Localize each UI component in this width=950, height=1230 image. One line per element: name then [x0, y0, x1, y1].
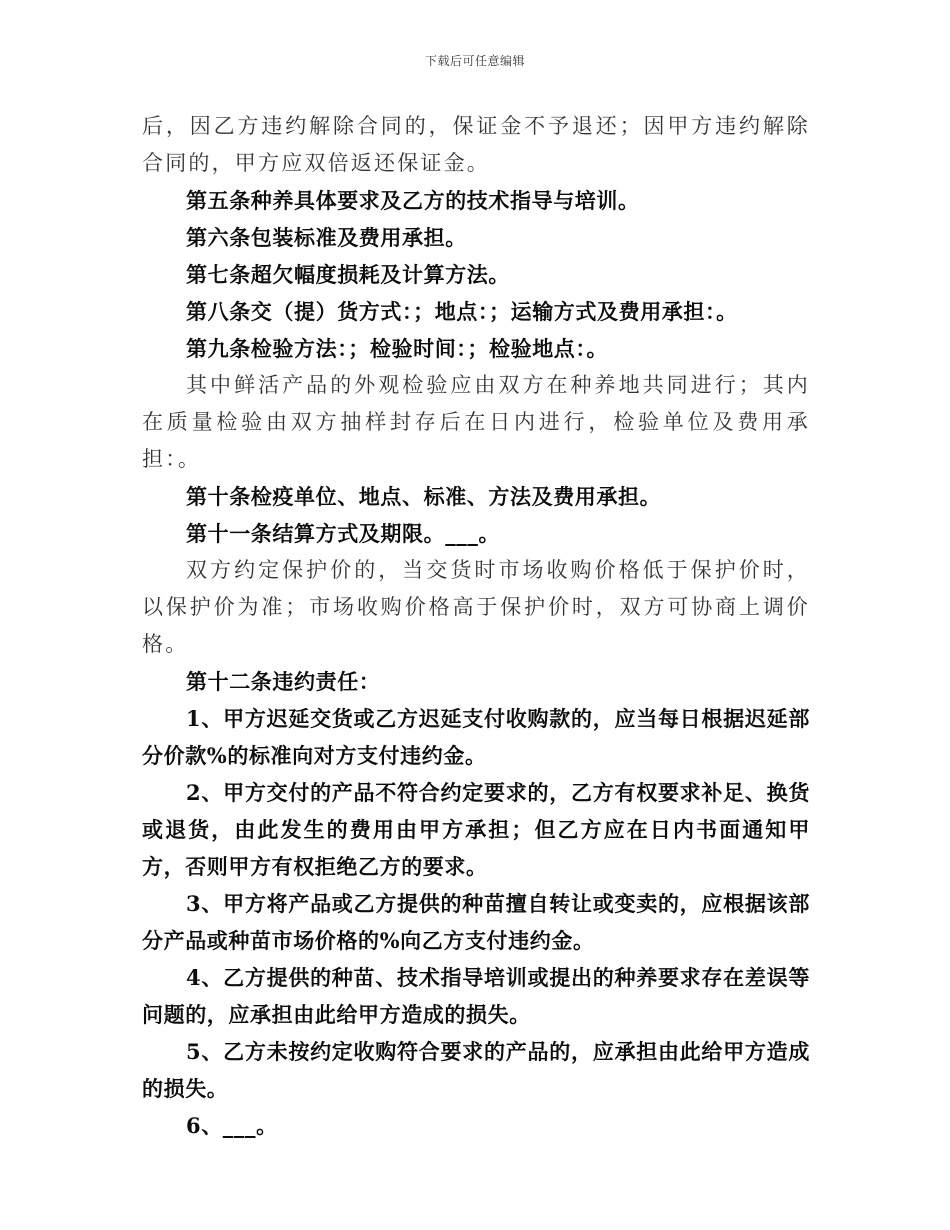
article-10: 第十条检疫单位、地点、标准、方法及费用承担。	[186, 484, 662, 509]
article-11: 第十一条结算方式及期限。___。	[186, 521, 501, 546]
paragraph-deposit-return: 后，因乙方违约解除合同的，保证金不予退还；因甲方违约解除合同的，甲方应双倍返还保证金。	[142, 114, 810, 175]
article-12: 第十二条违约责任：	[186, 669, 381, 694]
paragraph-protection-price: 双方约定保护价的，当交货时市场收购价格低于保护价时，以保护价为准；市场收购价格高于保护价时，双方可协商上调价格。	[142, 558, 810, 656]
liability-item-4: 4、乙方提供的种苗、技术指导培训或提出的种养要求存在差误等问题的，应承担由此给甲方造成的损失。	[142, 965, 810, 1027]
article-9: 第九条检验方法：；检验时间：；检验地点：。	[186, 336, 609, 361]
liability-item-5: 5、乙方未按约定收购符合要求的产品的，应承担由此给甲方造成的损失。	[142, 1039, 810, 1101]
document-body	[142, 108, 810, 1144]
liability-item-1: 1、甲方迟延交货或乙方迟延支付收购款的，应当每日根据迟延部分价款%的标准向对方支付违约金。	[142, 706, 810, 768]
liability-item-2: 2、甲方交付的产品不符合约定要求的，乙方有权要求补足、换货或退货，由此发生的费用由甲方承担；但乙方应在日内书面通知甲方，否则甲方有权拒绝乙方的要求。	[142, 780, 810, 879]
article-7: 第七条超欠幅度损耗及计算方法。	[186, 262, 510, 287]
liability-item-6: 6、___。	[186, 1113, 278, 1138]
article-8: 第八条交（提）货方式：；地点：；运输方式及费用承担：。	[186, 299, 738, 324]
paragraph-inspection-detail: 其中鲜活产品的外观检验应由双方在种养地共同进行；其内在质量检验由双方抽样封存后在日内进行，检验单位及费用承担：。	[142, 373, 810, 471]
article-6: 第六条包装标准及费用承担。	[186, 225, 467, 250]
article-5: 第五条种养具体要求及乙方的技术指导与培训。	[186, 188, 640, 213]
page-header-note: 下载后可任意编辑	[424, 54, 525, 68]
liability-item-3: 3、甲方将产品或乙方提供的种苗擅自转让或变卖的，应根据该部分产品或种苗市场价格的%向乙方支付违约金。	[142, 891, 810, 953]
